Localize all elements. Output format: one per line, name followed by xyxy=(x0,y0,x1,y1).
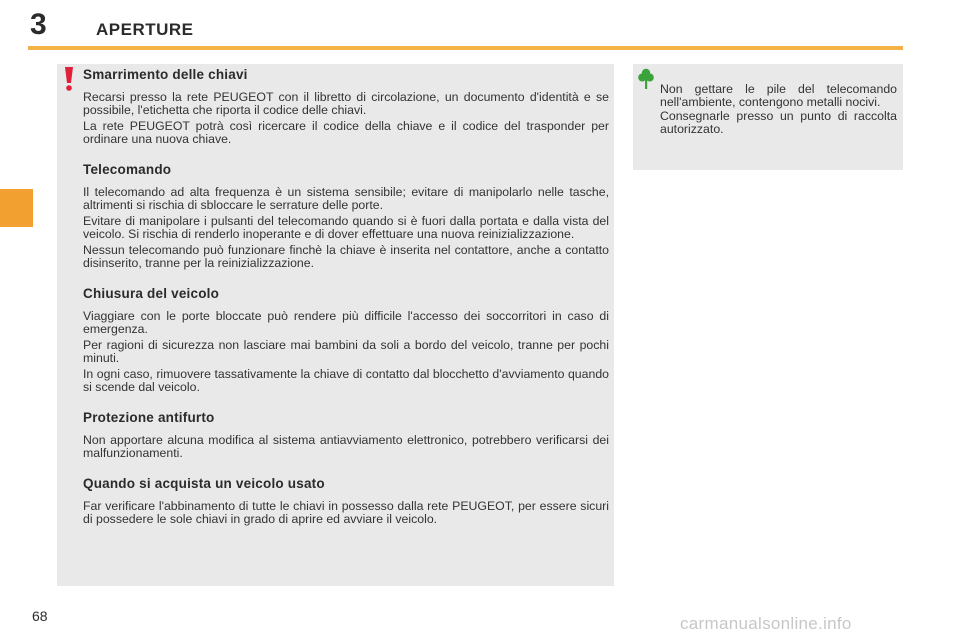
watermark: carmanualsonline.info xyxy=(680,614,852,633)
section-vehicle-locking xyxy=(83,286,609,394)
section-title: Chiusura del veicolo xyxy=(83,286,220,301)
page-number: 68 xyxy=(32,608,48,624)
section-title: Protezione antifurto xyxy=(83,410,215,425)
paragraph: Consegnarle presso un punto di raccolta autorizzato. xyxy=(660,109,897,136)
chapter-number: 3 xyxy=(30,8,47,41)
tree-icon xyxy=(638,68,654,90)
paragraph: Far verificare l'abbinamento di tutte le chiavi in possesso dalla rete PEUGEOT, per essere sicuri di possedere le sole chiavi in grado di aprire ed avviare il veicolo. xyxy=(83,499,609,526)
section-title: Telecomando xyxy=(83,162,172,177)
section-title: Smarrimento delle chiavi xyxy=(83,67,248,82)
section-remote-control xyxy=(83,162,609,270)
chapter-title: APERTURE xyxy=(96,20,194,39)
paragraph: Per ragioni di sicurezza non lasciare mai bambini da soli a bordo del veicolo, tranne per pochi minuti. xyxy=(83,338,609,365)
paragraph: Evitare di manipolare i pulsanti del telecomando quando si è fuori dalla portata e dalla vista del veicolo. Si rischia di renderlo inoperante e di dover effettuare una nuova reinizializzazione. xyxy=(83,214,609,241)
eco-note-content xyxy=(660,83,897,137)
paragraph: Nessun telecomando può funzionare finchè la chiave è inserita nel contattore, anche a contatto disinserito, tranne per la reinizializzazione. xyxy=(83,243,609,270)
main-content xyxy=(83,67,609,542)
section-used-vehicle xyxy=(83,476,609,526)
section-lost-keys xyxy=(83,67,609,146)
paragraph: In ogni caso, rimuovere tassativamente la chiave di contatto dal blocchetto d'avviamento quando si scende dal veicolo. xyxy=(83,367,609,394)
section-title: Quando si acquista un veicolo usato xyxy=(83,476,325,491)
paragraph: Non apportare alcuna modifica al sistema antiavviamento elettronico, potrebbero verificarsi dei malfunzionamenti. xyxy=(83,433,609,460)
exclamation-icon xyxy=(63,66,75,92)
header-rule xyxy=(28,46,903,50)
paragraph: Il telecomando ad alta frequenza è un sistema sensibile; evitare di manipolarlo nelle tasche, altrimenti si rischia di sbloccare le serrature delle porte. xyxy=(83,185,609,212)
paragraph: Non gettare le pile del telecomando nell'ambiente, contengono metalli nocivi. xyxy=(660,82,897,109)
chapter-tab xyxy=(0,189,33,227)
paragraph: La rete PEUGEOT potrà così ricercare il codice della chiave e il codice del trasponder per ordinare una nuova chiave. xyxy=(83,119,609,146)
section-antitheft xyxy=(83,410,609,460)
paragraph: Viaggiare con le porte bloccate può rendere più difficile l'accesso dei soccorritori in caso di emergenza. xyxy=(83,309,609,336)
paragraph: Recarsi presso la rete PEUGEOT con il libretto di circolazione, un documento d'identità e se possibile, l'etichetta che riporta il codice delle chiavi. xyxy=(83,90,609,117)
